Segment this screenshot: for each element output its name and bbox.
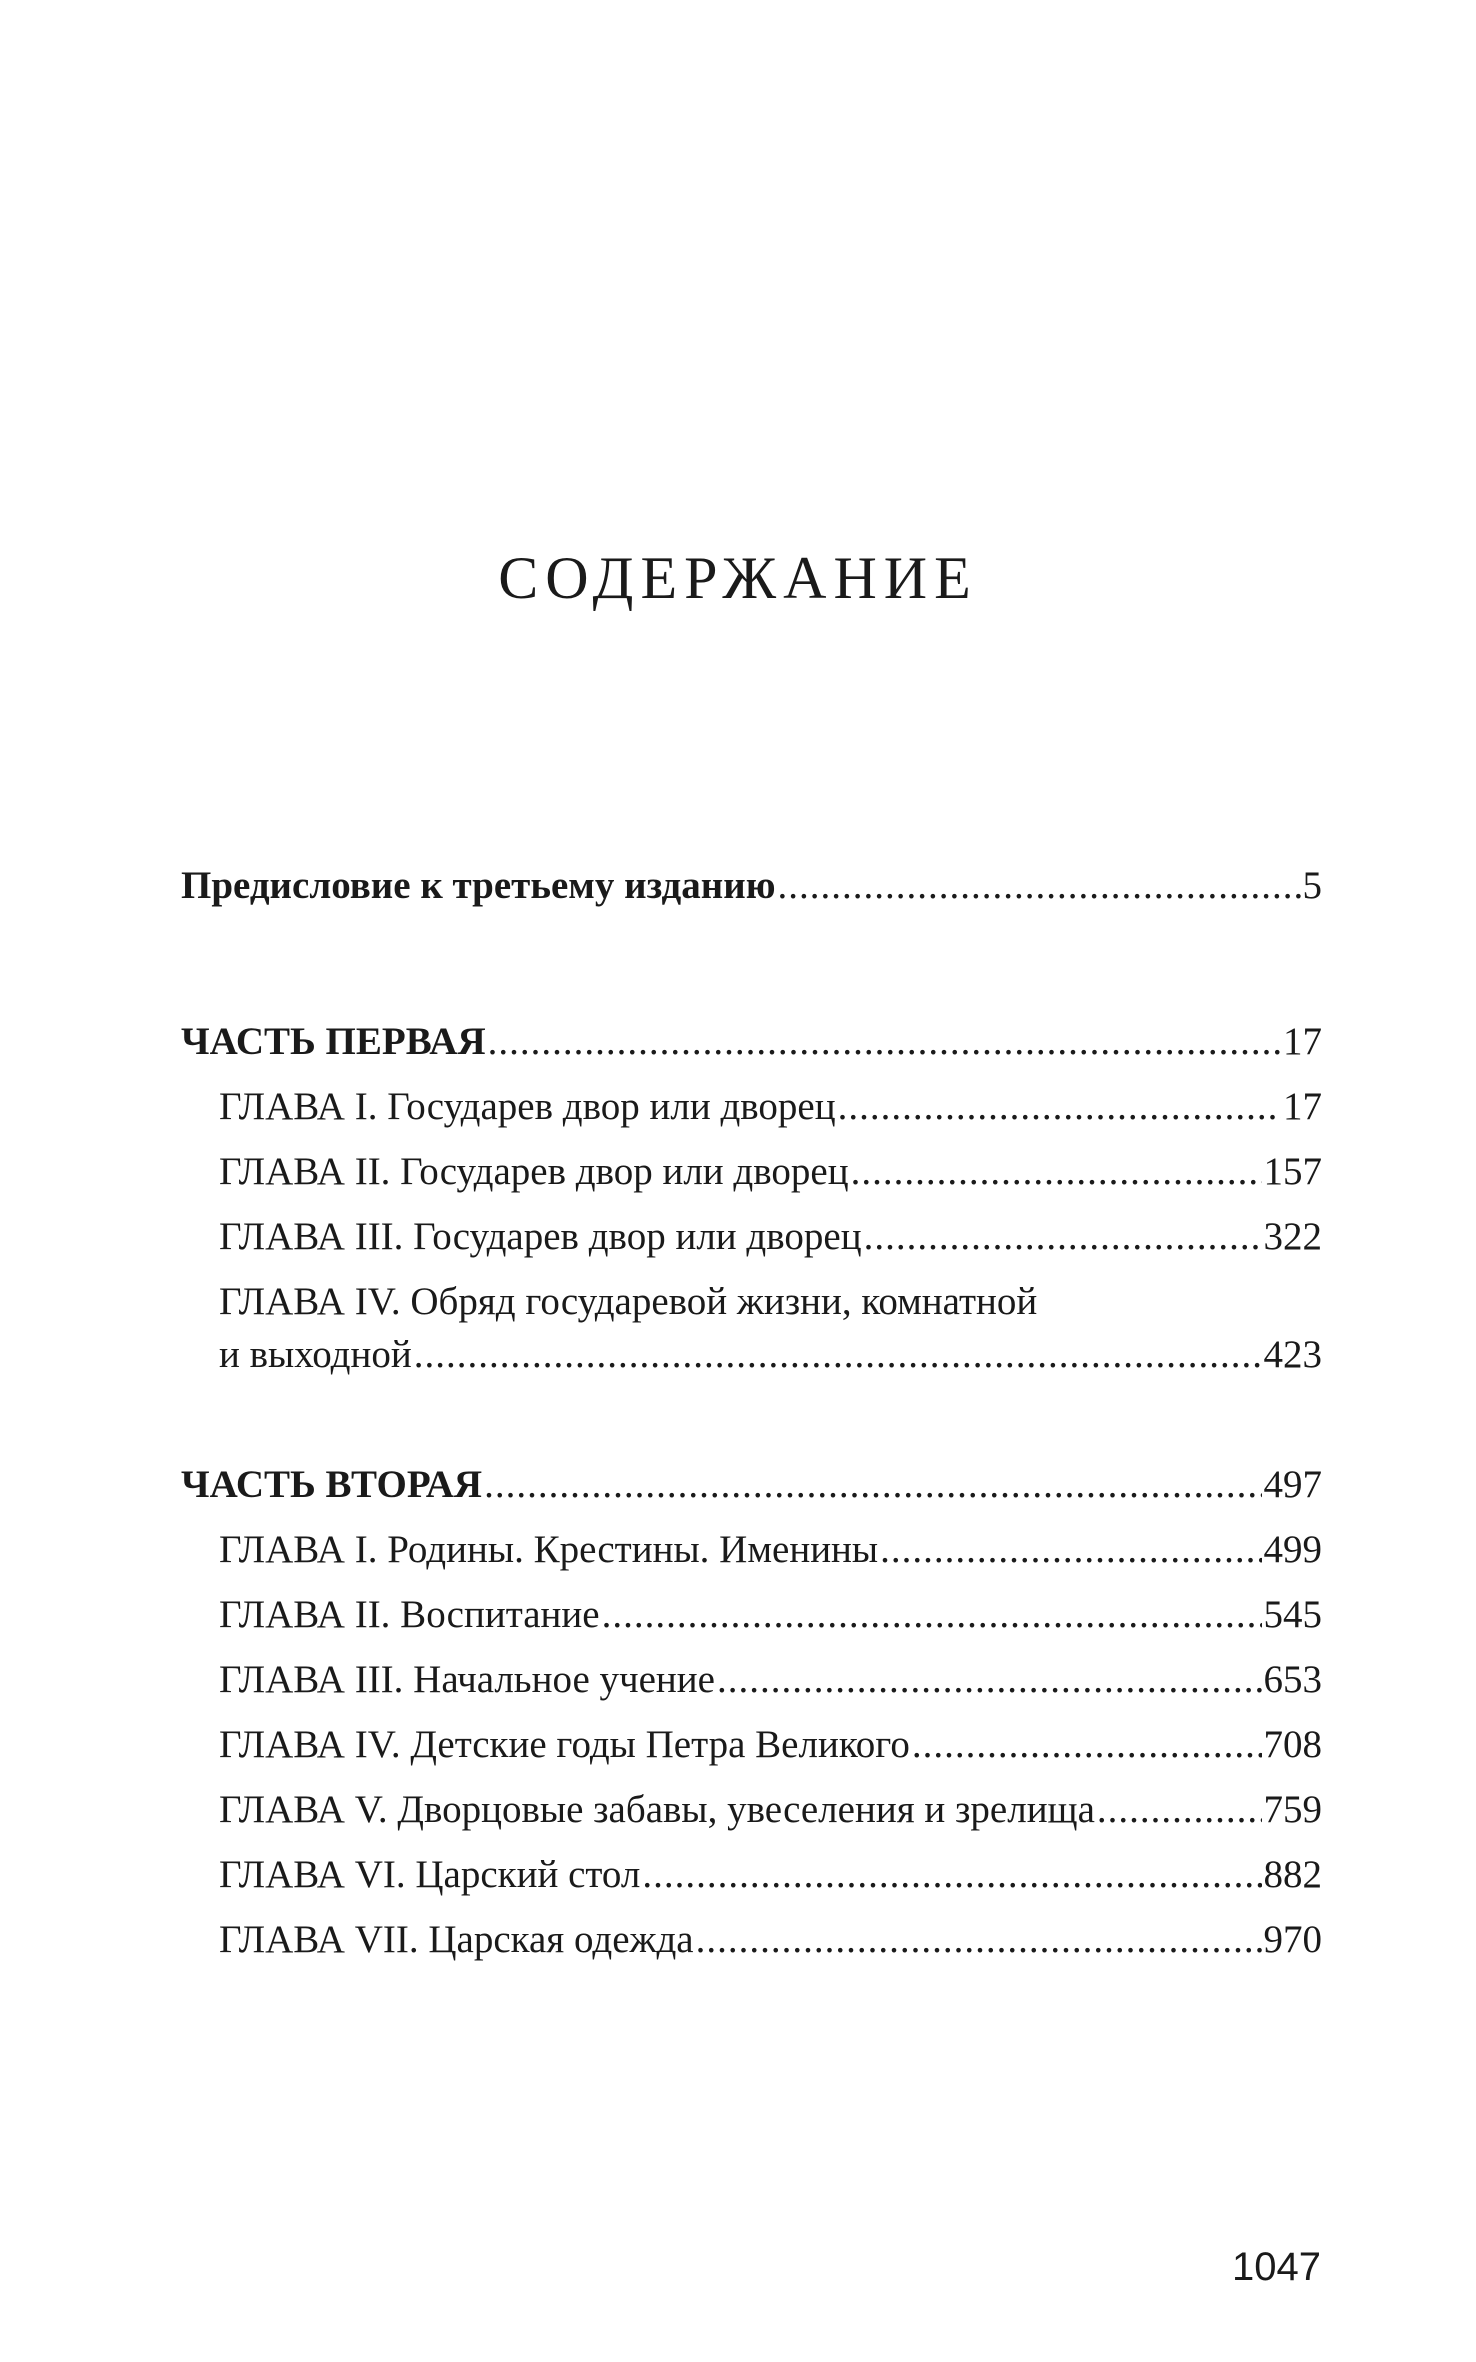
toc-entry-title: ГЛАВА VI. Царский стол [219, 1853, 641, 1896]
toc-entry-page: 17 [1283, 1085, 1322, 1128]
toc-entry-page: 322 [1263, 1215, 1322, 1258]
toc-entry-page: 157 [1263, 1150, 1322, 1193]
toc-entry-title: ГЛАВА II. Воспитание [219, 1593, 600, 1636]
toc-entry-chapter[interactable] [219, 1152, 1322, 1191]
toc-entry-title: ГЛАВА III. Государев двор или дворец [219, 1215, 862, 1258]
toc-entry-page: 499 [1263, 1528, 1322, 1571]
dot-leader [851, 1152, 1262, 1191]
dot-leader [602, 1595, 1262, 1634]
toc-entry-chapter[interactable] [219, 1595, 1322, 1634]
toc-entry-preface[interactable] [181, 866, 1322, 905]
toc-entry-chapter[interactable] [219, 1855, 1322, 1894]
toc-entry-title-line1[interactable]: ГЛАВА IV. Обряд государевой жизни, комнатной [219, 1280, 1038, 1323]
dot-leader [864, 1217, 1262, 1256]
toc-entry-page: 5 [1302, 864, 1322, 907]
toc-entry-title: ГЛАВА II. Государев двор или дворец [219, 1150, 849, 1193]
toc-entry-title: ГЛАВА I. Государев двор или дворец [219, 1085, 836, 1128]
toc-entry-title: ГЛАВА VII. Царская одежда [219, 1918, 694, 1961]
dot-leader [488, 1022, 1281, 1061]
toc-entry-title: ЧАСТЬ ПЕРВАЯ [181, 1020, 486, 1063]
dot-leader [838, 1087, 1281, 1126]
toc-entry-page: 423 [1263, 1333, 1322, 1376]
toc-entry-title: ЧАСТЬ ВТОРАЯ [181, 1463, 483, 1506]
toc-entry-page: 653 [1263, 1658, 1322, 1701]
toc-entry-part-one[interactable] [181, 1022, 1322, 1061]
toc-entry-title: ГЛАВА III. Начальное учение [219, 1658, 715, 1701]
toc-entry-title: и выходной [219, 1333, 412, 1376]
dot-leader [642, 1855, 1261, 1894]
toc-entry-title: Предисловие к третьему изданию [181, 864, 776, 907]
dot-leader [778, 866, 1301, 905]
toc-entry-page: 545 [1263, 1593, 1322, 1636]
toc-entry-chapter[interactable] [219, 1217, 1322, 1256]
toc-entry-title: ГЛАВА IV. Детские годы Петра Великого [219, 1723, 910, 1766]
toc-entry-page: 882 [1263, 1853, 1322, 1896]
dot-leader [912, 1725, 1262, 1764]
toc-entry-part-two[interactable] [181, 1465, 1322, 1504]
toc-entry-chapter[interactable] [219, 1790, 1322, 1829]
toc-entry-chapter[interactable] [219, 1530, 1322, 1569]
toc-entry-page: 708 [1263, 1723, 1322, 1766]
toc-entry-chapter[interactable] [219, 1335, 1322, 1374]
dot-leader [1097, 1790, 1262, 1829]
toc-entry-chapter[interactable] [219, 1920, 1322, 1959]
dot-leader [880, 1530, 1261, 1569]
dot-leader [414, 1335, 1262, 1374]
toc-entry-chapter[interactable] [219, 1087, 1322, 1126]
page-title: СОДЕРЖАНИЕ [498, 545, 978, 611]
dot-leader [717, 1660, 1262, 1699]
dot-leader [484, 1465, 1261, 1504]
toc-entry-chapter[interactable] [219, 1725, 1322, 1764]
toc-entry-title: ГЛАВА V. Дворцовые забавы, увеселения и зрелища [219, 1788, 1095, 1831]
toc-entry-title: ГЛАВА I. Родины. Крестины. Именины [219, 1528, 879, 1571]
toc-entry-page: 759 [1263, 1788, 1322, 1831]
page-number: 1047 [1232, 2245, 1321, 2289]
dot-leader [696, 1920, 1262, 1959]
toc-entry-page: 497 [1263, 1463, 1322, 1506]
toc-entry-page: 970 [1263, 1918, 1322, 1961]
toc-entry-page: 17 [1283, 1020, 1322, 1063]
toc-entry-chapter[interactable] [219, 1660, 1322, 1699]
